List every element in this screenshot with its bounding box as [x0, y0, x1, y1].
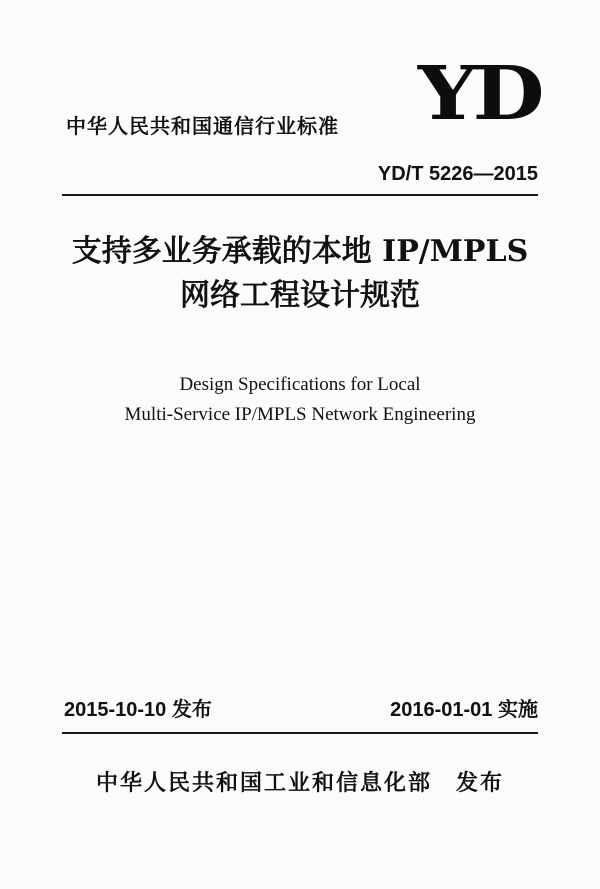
industry-standard-header: 中华人民共和国通信行业标准 — [66, 114, 339, 138]
issuer-line — [0, 770, 600, 798]
english-title-line-1: Design Specifications for Local — [179, 374, 421, 395]
issuer-action: 发布 — [456, 771, 505, 796]
yd-logo: YD — [417, 51, 540, 137]
bottom-divider — [62, 732, 538, 734]
english-title-line-2: Multi-Service IP/MPLS Network Engineering — [124, 404, 476, 425]
standard-number: YD/T 5226—2015 — [377, 163, 538, 185]
issue-date: 2015-10-10 发布 — [64, 699, 212, 721]
top-divider — [62, 194, 538, 196]
issuer-name: 中华人民共和国工业和信息化部 — [95, 771, 432, 796]
chinese-title-line-2: 网络工程设计规范 — [180, 278, 420, 313]
chinese-title-line-1: 支持多业务承载的本地 IP/MPLS — [71, 234, 529, 269]
implementation-date: 2016-01-01 实施 — [390, 699, 538, 721]
